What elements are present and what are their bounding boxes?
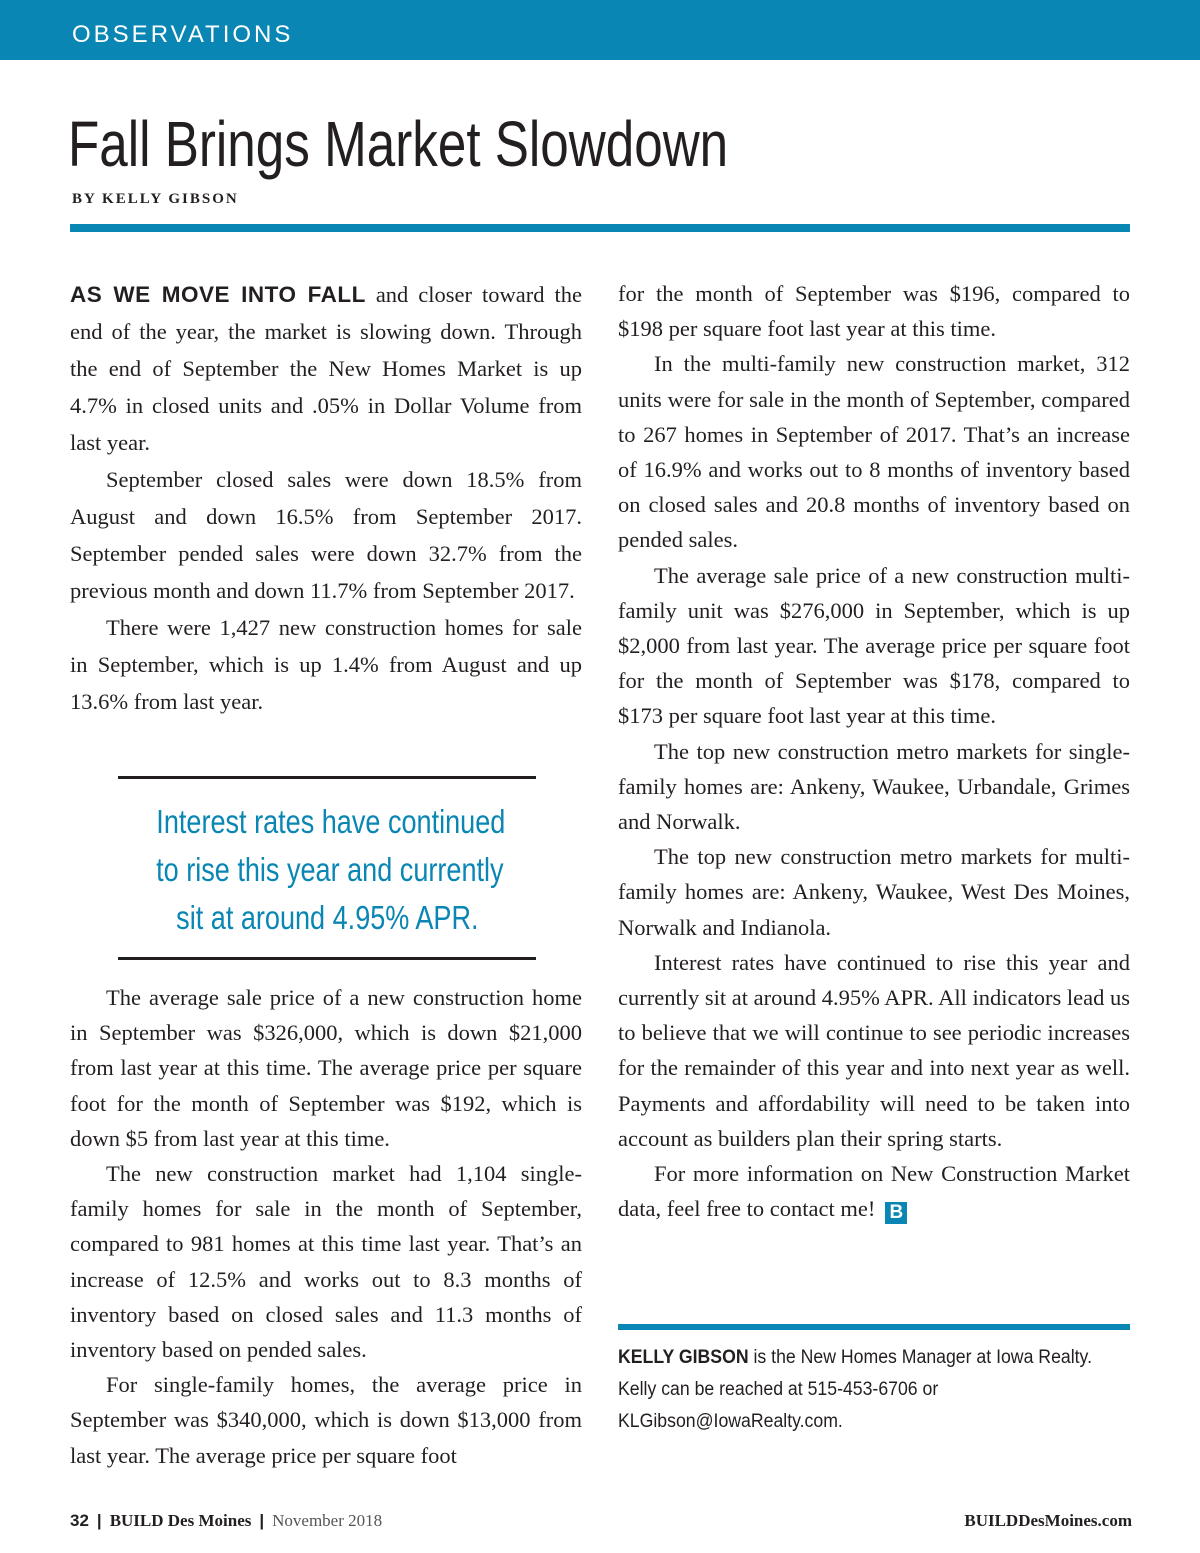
- column-right: [618, 276, 1130, 1226]
- paragraph-1: [70, 276, 582, 461]
- footer-left: [70, 1509, 382, 1533]
- article-title: Fall Brings Market Slowdown: [68, 108, 729, 180]
- publication-name: BUILD Des Moines: [109, 1511, 252, 1530]
- website-link[interactable]: BUILDDesMoines.com: [964, 1511, 1132, 1530]
- pullquote: [118, 798, 536, 942]
- paragraph-9: The top new construction metro markets for single-family homes are: Ankeny, Waukee, Urbandale, Grimes and Norwalk.: [618, 738, 1130, 835]
- pullquote-rule-top: [118, 776, 536, 779]
- paragraph-7: In the multi-family new construction market, 312 units were for sale in the month of September, compared to 267 homes in September of 2017. That’s an increase of 16.9% and works out to 8 months of inventory based on closed sales and 20.8 months of inventory based on pended sales.: [618, 351, 1130, 553]
- paragraph-5: The new construction market had 1,104 single-family homes for sale in the month of September, compared to 981 homes at this time last year. That’s an increase of 12.5% and works out to 8.3 months of inventory based on closed sales and 11.3 months of inventory based on pended sales.: [70, 1161, 582, 1363]
- page-number: 32: [70, 1511, 89, 1530]
- paragraph-4: The average sale price of a new construction home in September was $326,000, which is down $21,000 from last year at this time. The average price per square foot for the month of September was $192, which is down $5 from last year at this time.: [70, 985, 582, 1151]
- byline: BY KELLY GIBSON: [72, 191, 239, 207]
- column-left-bottom: [70, 980, 582, 1473]
- footer-separator: |: [259, 1511, 265, 1530]
- bio-divider: [618, 1324, 1130, 1330]
- paragraph-8: The average sale price of a new construction multi-family unit was $276,000 in September, which is up $2,000 from last year. The average price per square foot for the month of September was $178, compared to $173 per square foot last year at this time.: [618, 562, 1130, 729]
- author-bio: [618, 1342, 1102, 1438]
- bio-text-2: Kelly can be reached at 515-453-6706 or: [618, 1379, 939, 1400]
- pullquote-line-3: sit at around 4.95% APR.: [175, 899, 479, 936]
- paragraph-6-continued: for the month of September was $196, compared to $198 per square foot last year at this time.: [618, 281, 1130, 342]
- issue-date: November 2018: [272, 1511, 383, 1530]
- author-name: KELLY GIBSON: [618, 1347, 749, 1368]
- bio-text-1: is the New Homes Manager at Iowa Realty.: [748, 1347, 1092, 1368]
- pullquote-line-1: Interest rates have continued: [156, 803, 506, 840]
- lead-in: AS WE MOVE INTO FALL: [70, 282, 366, 307]
- paragraph-12-text: For more information on New Construction Market data, feel free to contact me!: [618, 1161, 1130, 1222]
- paragraph-10: The top new construction metro markets for multi-family homes are: Ankeny, Waukee, West Des Moines, Norwalk and Indianola.: [618, 844, 1130, 940]
- column-left-top: [70, 276, 582, 720]
- paragraph-3: There were 1,427 new construction homes for sale in September, which is up 1.4% from August and up 13.6% from last year.: [70, 615, 582, 714]
- pullquote-line-2: to rise this year and currently: [156, 851, 504, 888]
- page-footer: [70, 1509, 1132, 1533]
- paragraph-11: Interest rates have continued to rise this year and currently sit at around 4.95% APR. All indicators lead us to believe that we will continue to see periodic increases for the remainder of this year and into next year as well. Payments and affordability will need to be taken into account as builders plan their spring starts.: [618, 949, 1130, 1151]
- footer-separator: |: [96, 1511, 102, 1530]
- pullquote-rule-bottom: [118, 957, 536, 960]
- paragraph-6: For single-family homes, the average price in September was $340,000, which is down $13,000 from last year. The average price per square foot: [70, 1372, 582, 1468]
- section-label: OBSERVATIONS: [72, 21, 294, 48]
- paragraph-1-text: and closer toward the end of the year, the market is slowing down. Through the end of September the New Homes Market is up 4.7% in closed units and .05% in Dollar Volume from last year.: [70, 282, 582, 455]
- paragraph-2: September closed sales were down 18.5% from August and down 16.5% from September 2017. September pended sales were down 32.7% from the previous month and down 11.7% from September 2017.: [70, 467, 582, 603]
- section-header-bar: [0, 0, 1200, 60]
- end-mark-icon: B: [885, 1202, 907, 1224]
- author-email[interactable]: KLGibson@IowaRealty.com.: [618, 1411, 843, 1432]
- title-divider: [70, 224, 1130, 232]
- paragraph-12: [618, 1156, 1130, 1226]
